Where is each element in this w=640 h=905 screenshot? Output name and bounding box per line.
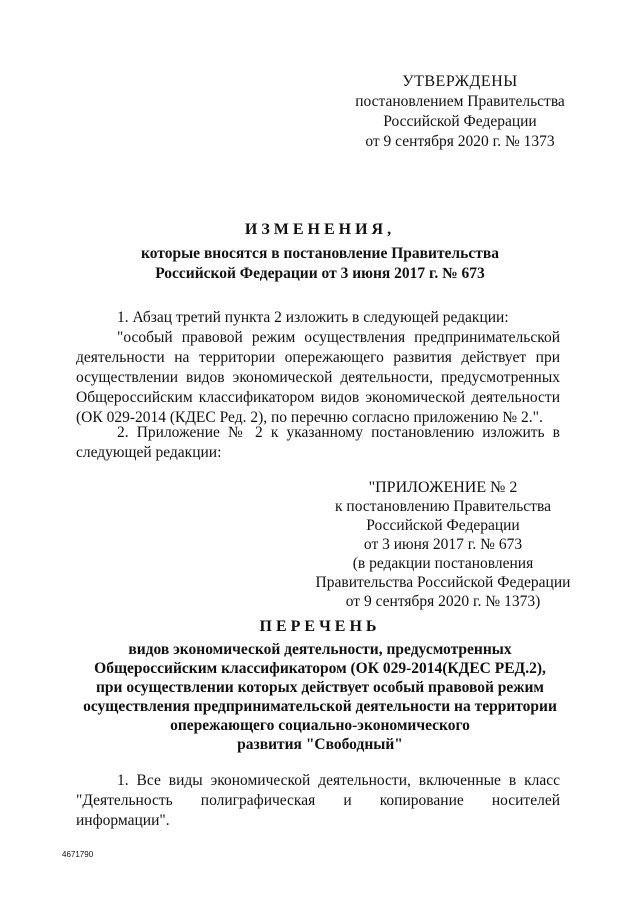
item-1 xyxy=(76,308,560,428)
annex-line-6: от 9 сентября 2020 г. № 1373) xyxy=(345,593,541,610)
approval-line-3: от 9 сентября 2020 г. № 1373 xyxy=(365,133,555,150)
item-1-quote: "особый правовой режим осуществления предпринимательской деятельности на территории опережающего развития действует при осуществлении видов экономической деятельности, предусмотренных Общероссийским классификатором видов экономической деятельности (ОК 029-2014 (КДЕС Ред. 2), по перечню согласно приложению № 2.". xyxy=(76,329,560,426)
item-1-intro: 1. Абзац третий пункта 2 изложить в следующей редакции: xyxy=(117,309,509,326)
list-subheading-line-6: развития "Свободный" xyxy=(237,736,403,753)
approval-stamp xyxy=(330,72,590,152)
annex-line-2: Российской Федерации xyxy=(366,517,520,534)
annex-line-3: от 3 июня 2017 г. № 673 xyxy=(363,536,523,553)
document-number: 4671790 xyxy=(62,850,94,859)
changes-subheading xyxy=(0,244,640,284)
changes-subheading-line-1: которые вносятся в постановление Правительства xyxy=(141,245,499,262)
changes-heading: ИЗМЕНЕНИЯ, xyxy=(244,221,396,238)
list-subheading-line-1: видов экономической деятельности, предусмотренных xyxy=(128,641,512,658)
item-2-text: 2. Приложение № 2 к указанному постановлению изложить в следующей редакции: xyxy=(76,424,560,461)
annex-line-1: к постановлению Правительства xyxy=(335,498,551,515)
annex-line-5: Правительства Российской Федерации xyxy=(315,574,571,591)
list-subheading-line-2: Общероссийским классификатором (ОК 029-2014(КДЕС РЕД.2), xyxy=(94,660,546,677)
list-subheading xyxy=(80,640,560,754)
annex-title: "ПРИЛОЖЕНИЕ № 2 xyxy=(368,479,518,496)
approval-line-2: Российской Федерации xyxy=(383,113,537,130)
list-subheading-line-4: осуществления предпринимательской деятельности на территории xyxy=(83,698,557,715)
annex-line-4: (в редакции постановления xyxy=(352,555,534,572)
list-item-1 xyxy=(76,771,560,831)
approval-title: УТВЕРЖДЕНЫ xyxy=(402,73,518,90)
annex-stamp xyxy=(300,478,586,611)
list-subheading-line-3: при осуществлении которых действует особый правовой режим xyxy=(95,679,544,696)
changes-subheading-line-2: Российской Федерации от 3 июня 2017 г. № 673 xyxy=(155,265,485,282)
approval-line-1: постановлением Правительства xyxy=(355,93,565,110)
item-2 xyxy=(76,423,560,463)
list-item-1-text: 1. Все виды экономической деятельности, включенные в класс "Деятельность полиграфическая и копирование носителей информации". xyxy=(76,772,560,829)
list-subheading-line-5: опережающего социально-экономического xyxy=(170,717,470,734)
list-heading: ПЕРЕЧЕНЬ xyxy=(259,618,381,635)
